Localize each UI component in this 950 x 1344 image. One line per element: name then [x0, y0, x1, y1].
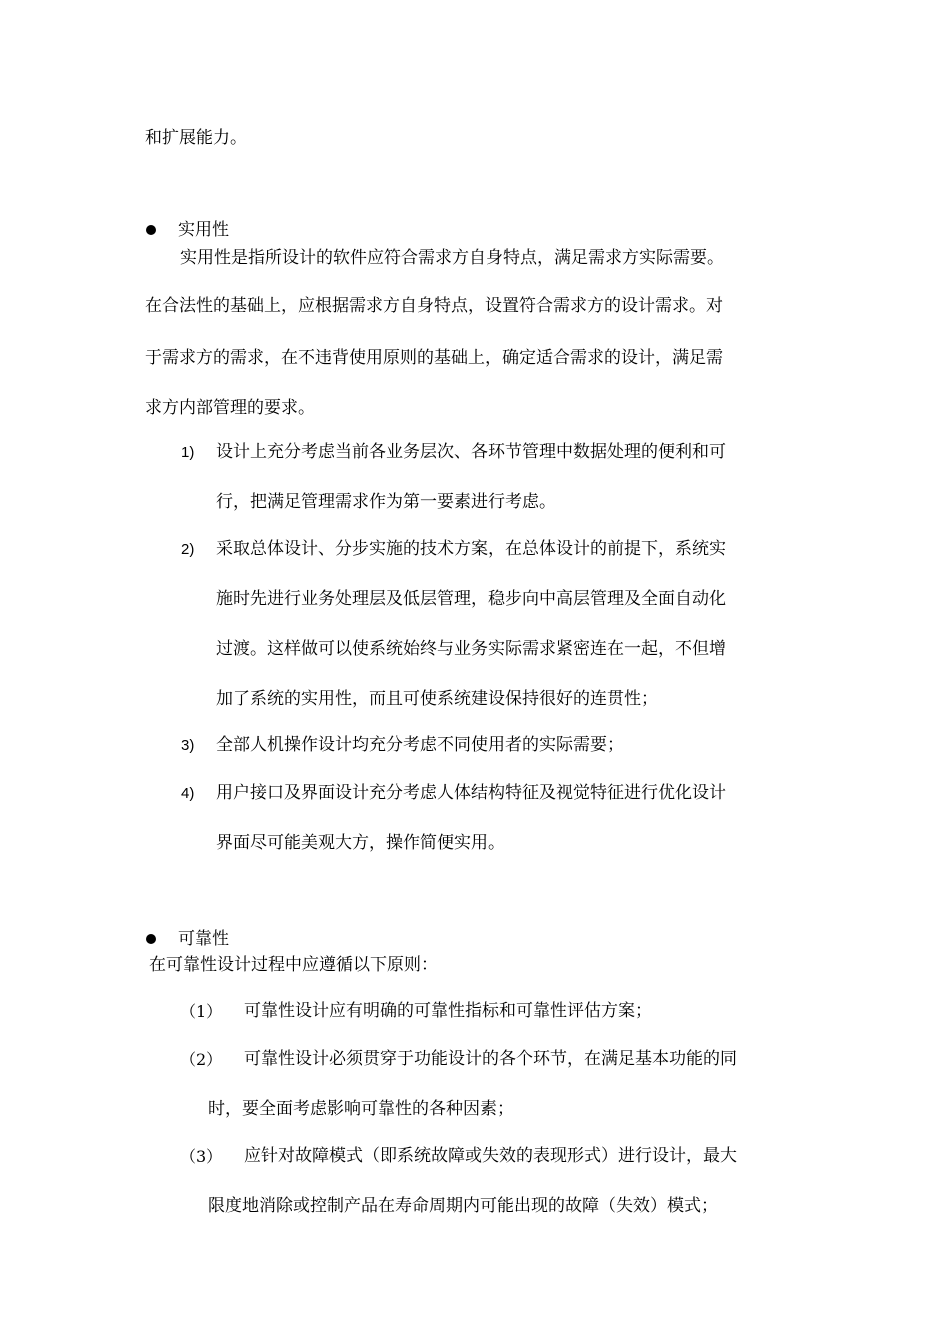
- list-item-number: 4): [181, 785, 195, 802]
- list-item-line: 过渡。这样做可以使系统始终与业务实际需求紧密连在一起，不但增: [216, 639, 726, 659]
- bullet-dot-icon: [146, 225, 156, 235]
- list-item-line: 设计上充分考虑当前各业务层次、各环节管理中数据处理的便利和可: [216, 442, 726, 462]
- intro-continuation: 和扩展能力。: [145, 128, 247, 148]
- list-item-number: （2）: [180, 1050, 223, 1069]
- list-item-number: （1）: [180, 1002, 223, 1021]
- list-item-line: 用户接口及界面设计充分考虑人体结构特征及视觉特征进行优化设计: [216, 783, 726, 803]
- list-item-line: 行，把满足管理需求作为第一要素进行考虑。: [216, 492, 556, 512]
- paragraph-line: 于需求方的需求，在不违背使用原则的基础上，确定适合需求的设计，满足需: [145, 348, 723, 368]
- list-item-line: 全部人机操作设计均充分考虑不同使用者的实际需要；: [216, 735, 624, 755]
- list-item-line: 采取总体设计、分步实施的技术方案，在总体设计的前提下，系统实: [216, 539, 726, 559]
- list-item-number: 3): [181, 737, 195, 754]
- list-item-line: 可靠性设计必须贯穿于功能设计的各个环节，在满足基本功能的同: [244, 1049, 737, 1069]
- list-item-line: 界面尽可能美观大方，操作简便实用。: [216, 833, 505, 853]
- paragraph-line: 实用性是指所设计的软件应符合需求方自身特点，满足需求方实际需要。: [180, 248, 724, 268]
- list-item-number: 1): [181, 444, 195, 461]
- list-item-line: 限度地消除或控制产品在寿命周期内可能出现的故障（失效）模式；: [208, 1196, 718, 1216]
- list-item-line: 可靠性设计应有明确的可靠性指标和可靠性评估方案；: [244, 1001, 652, 1021]
- list-item-number: （3）: [180, 1147, 223, 1166]
- section-intro: 在可靠性设计过程中应遵循以下原则：: [149, 955, 438, 975]
- bullet-dot-icon: [146, 934, 156, 944]
- list-item-line: 时，要全面考虑影响可靠性的各种因素；: [208, 1099, 514, 1119]
- paragraph-line: 在合法性的基础上，应根据需求方自身特点，设置符合需求方的设计需求。对: [145, 296, 723, 316]
- section-heading-reliability: 可靠性: [178, 929, 229, 949]
- list-item-number: 2): [181, 541, 195, 558]
- list-item-line: 应针对故障模式（即系统故障或失效的表现形式）进行设计，最大: [244, 1146, 737, 1166]
- list-item-line: 施时先进行业务处理层及低层管理，稳步向中高层管理及全面自动化: [216, 589, 726, 609]
- paragraph-line: 求方内部管理的要求。: [145, 398, 315, 418]
- list-item-line: 加了系统的实用性，而且可使系统建设保持很好的连贯性；: [216, 689, 658, 709]
- section-heading-practicality: 实用性: [178, 220, 229, 240]
